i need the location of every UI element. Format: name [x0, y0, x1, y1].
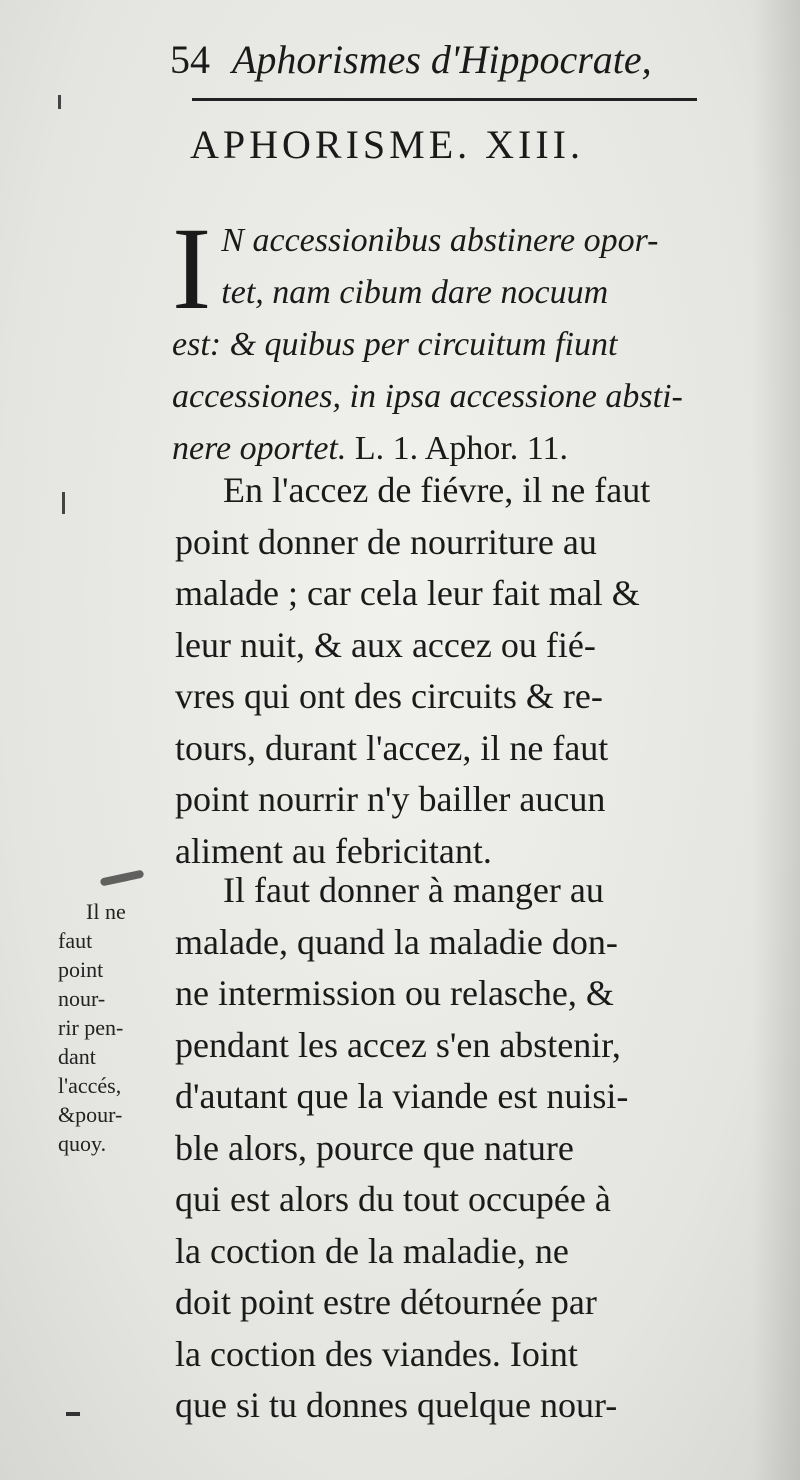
text-line: que si tu donnes quelque nour- [175, 1385, 618, 1425]
margin-note-line: nour- [58, 986, 106, 1011]
french-paragraph-1 [175, 465, 765, 877]
margin-note-line: Il ne [86, 899, 126, 924]
text-line: ne intermission ou relasche, & [175, 973, 614, 1013]
latin-line: N accessionibus abstinere opor- [221, 222, 659, 259]
running-header [170, 30, 730, 90]
text-line: ble alors, pource que nature [175, 1127, 574, 1168]
text-line: malade, quand la maladie don- [175, 921, 618, 962]
margin-note-line: point [58, 957, 104, 982]
text-line: la coction de la maladie, ne [175, 1230, 569, 1271]
text-line: vres qui ont des circuits & re- [175, 676, 603, 716]
latin-aphorism [172, 203, 762, 475]
text-line: En l'accez de fiévre, il ne faut [223, 470, 651, 510]
text-line: d'autant que la viande est nuisi- [175, 1076, 629, 1116]
margin-note-line: &pour- [58, 1102, 123, 1127]
text-line: pendant les accez s'en abstenir, [175, 1024, 621, 1065]
latin-line: est: & quibus per circuitum fiunt [172, 326, 618, 363]
aphorism-reference: L. 1. Aphor. 11. [354, 430, 569, 467]
text-line: tours, durant l'accez, il ne faut [175, 727, 609, 768]
margin-note-line: dant [58, 1044, 96, 1069]
running-title: Aphorismes d'Hippocrate, [232, 37, 652, 82]
margin-note-line: quoy. [58, 1131, 107, 1156]
text-line: Il faut donner à manger au [223, 870, 604, 910]
margin-note-line: l'accés, [58, 1073, 122, 1098]
text-line: leur nuit, & aux accez ou fié- [175, 624, 596, 665]
margin-mark [66, 1412, 80, 1416]
margin-note [58, 897, 178, 1158]
latin-line-text: nere oportet. [172, 430, 347, 467]
aphorism-title: APHORISME. XIII. [190, 122, 584, 167]
margin-mark [62, 492, 65, 514]
french-paragraph-2 [175, 865, 765, 1432]
text-line: la coction des viandes. Ioint [175, 1333, 578, 1374]
text-line: malade ; car cela leur fait mal & [175, 573, 640, 613]
margin-note-line: rir pen- [58, 1015, 124, 1040]
header-rule [192, 98, 697, 101]
latin-line: tet, nam cibum dare nocuum [221, 274, 609, 311]
text-line: qui est alors du tout occupée à [175, 1179, 611, 1219]
drop-cap: I [172, 203, 212, 334]
ink-smudge [100, 870, 145, 887]
text-line: doit point estre détournée par [175, 1282, 597, 1322]
text-line: point nourrir n'y bailler aucun [175, 779, 606, 819]
text-line: point donner de nourriture au [175, 521, 597, 562]
margin-note-line: faut [58, 928, 93, 953]
text-line: aliment au febricitant. [175, 830, 492, 871]
latin-line: accessiones, in ipsa accessione absti- [172, 378, 683, 415]
margin-mark [58, 95, 61, 109]
page-number: 54 [170, 37, 210, 82]
